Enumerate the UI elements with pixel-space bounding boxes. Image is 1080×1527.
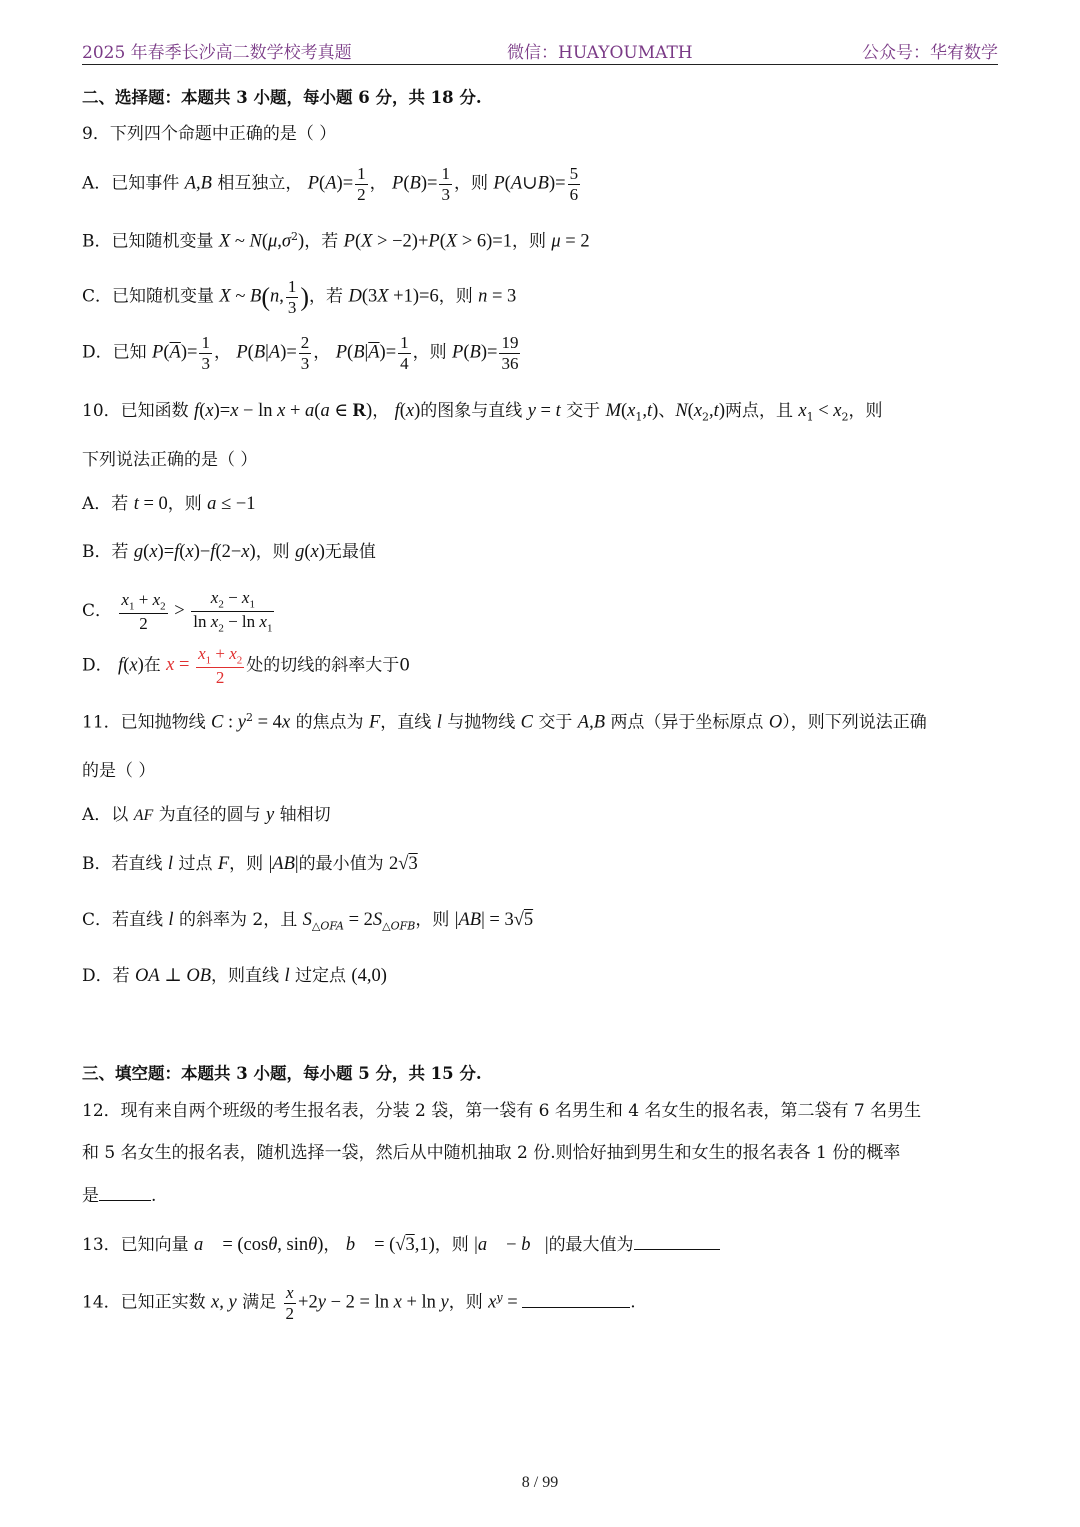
- q11-option-b: B．若直线 l 过点 F，则 |AB|的最小值为 2√3: [82, 854, 418, 874]
- page-number: 8 / 99: [521, 1474, 559, 1491]
- q9-option-a: A．已知事件 A,B 相互独立， P(A)= $\frac{1}{2}$ ， P(B)= $\frac{1}{3}$ ，则 P(A∪B)= $\frac{5}{6}$: [82, 164, 579, 204]
- q14: 14．已知正实数 x, y 满足 $\frac{x}{2}$ +2y − 2 = ln x + ln y，则 $x^y$ = .: [82, 1283, 636, 1323]
- q11-option-c: C．若直线 l 的斜率为 2，且 $S_{\triangle OFA} = 2S_{\triangle OFB}$，则 |AB| = 3√5: [82, 910, 534, 933]
- q10-option-a: A．若 t = 0，则 a ≤ −1: [82, 494, 256, 514]
- q14-answer-blank: [522, 1306, 630, 1308]
- q12-line3: 是 .: [82, 1186, 157, 1206]
- q10-option-c: C． $\frac{x_1 + x_2}{2}$ > $\frac{x_2 - x_1}{\ln x_2 - \ln x_1}$: [82, 588, 273, 635]
- q11-option-a: A．以 AF 为直径的圆与 y 轴相切: [82, 805, 331, 825]
- q12-line2: 和 5 名女生的报名表，随机选择一袋，然后从中随机抽取 2 份.则恰好抽到男生和女生的报名表各 1 份的概率: [82, 1143, 901, 1163]
- q10-stem-line1: 10．已知函数 f(x)=x − ln x + a(a ∈ R)， f(x)的图象与直线 y = t 交于 $M(x_1,t)$、$N(x_2,t)$两点，且 $x_1 < x_2$，则: [82, 401, 883, 424]
- q9-stem: 9．下列四个命题中正确的是（ ）: [82, 124, 337, 144]
- q9-option-c: C．已知随机变量 X ~ B(n, $\frac{1}{3}$ )，若 D(3X +1)=6，则 n = 3: [82, 277, 517, 317]
- header-public-account: 公众号：华宥数学: [862, 43, 998, 63]
- page-header: [82, 36, 998, 65]
- q10-option-b: B．若 g(x)=f(x)−f(2−x)，则 g(x)无最值: [82, 542, 376, 562]
- q12-answer-blank: [99, 1199, 151, 1201]
- q9-option-d: D．已知 $P(\overline{A})=$ $\frac{1}{3}$ ， P(B|A)= $\frac{2}{3}$ ， $P(B|\overline{A})=$ $\frac{1}{4}$ ，则 P(B)= $\frac{19}{36}$: [82, 333, 519, 373]
- q11-option-d: D．若 OA ⊥ OB，则直线 l 过定点 (4,0): [82, 966, 387, 986]
- section-choice-heading: 二、选择题：本题共 3 小题，每小题 6 分，共 18 分.: [82, 88, 482, 107]
- q13: 13．已知向量 a⃗ = (cosθ, sinθ)， b⃗ = (√3,1)，则 |a⃗ − b⃗|的最大值为: [82, 1234, 720, 1256]
- q10-stem-line2: 下列说法正确的是（ ）: [82, 450, 258, 470]
- q12-line1: 12．现有来自两个班级的考生报名表，分装 2 袋，第一袋有 6 名男生和 4 名女生的报名表，第二袋有 7 名男生: [82, 1101, 922, 1121]
- header-wechat: 微信：HUAYOUMATH: [507, 43, 693, 63]
- q10-option-d: D． f(x)在 x = $\frac{x_1 + x_2}{2}$ 处的切线的斜率大于0: [82, 644, 411, 688]
- q11-stem-line2: 的是（ ）: [82, 761, 156, 781]
- q9-option-b: B．已知随机变量 X ~ $N(\mu,\sigma^2)$，若 P(X > −2)+P(X > 6)=1，则 μ = 2: [82, 230, 590, 252]
- q11-stem-line1: 11．已知抛物线 C : $y^2 = 4x$ 的焦点为 F，直线 l 与抛物线 C 交于 A,B 两点（异于坐标原点 O），则下列说法正确: [82, 711, 927, 733]
- q13-answer-blank: [634, 1248, 720, 1250]
- header-left-title: 2025 年春季长沙高二数学校考真题: [82, 43, 352, 63]
- section-fill-heading: 三、填空题：本题共 3 小题，每小题 5 分，共 15 分.: [82, 1064, 482, 1083]
